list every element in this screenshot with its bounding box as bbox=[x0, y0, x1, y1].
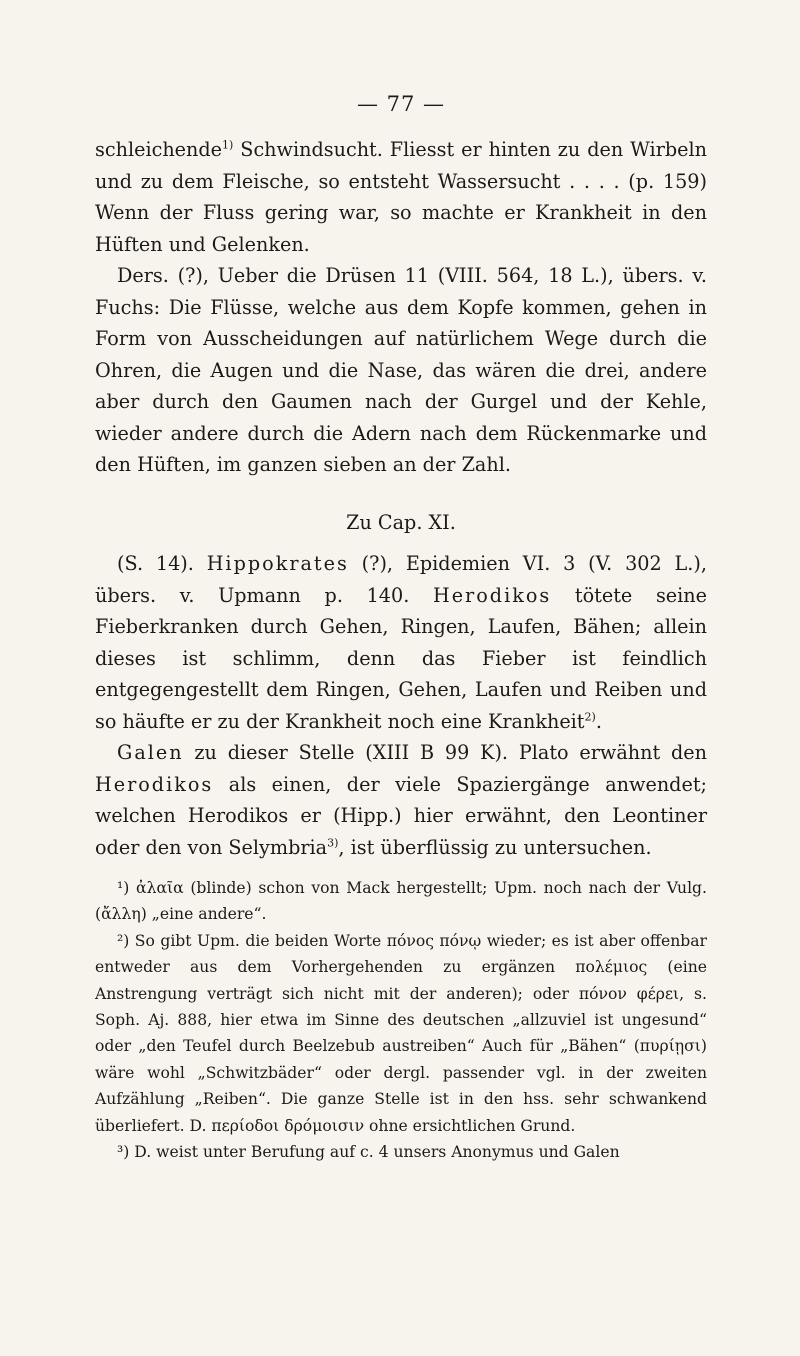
text-run: als einen, der viele Spaziergänge anwendet; welchen Herodikos er (Hipp.) hier erwähnt, den Leontiner oder den von Selymbria bbox=[95, 772, 707, 859]
person-name: Galen bbox=[117, 741, 184, 764]
text-run: (S. 14). bbox=[117, 552, 194, 575]
paragraph bbox=[95, 134, 707, 260]
paragraph bbox=[95, 548, 707, 737]
text-run: zu dieser Stelle (XIII B 99 K). Plato erwähnt den bbox=[183, 741, 707, 764]
footnote: ²) So gibt Upm. die beiden Worte πόνος πόνῳ wieder; es ist aber offenbar entweder aus dem Vorhergehenden zu ergänzen πολέμιος (eine Anstrengung verträgt sich nicht mit der anderen); oder πόνον φέρει, s. Soph. Aj. 888, hier etwa im Sinne des deutschen „allzuviel ist ungesund“ oder „den Teufel durch Beelzebub austreiben“ Auch für „Bähen“ (πυρίῃσι) wäre wohl „Schwitzbäder“ oder dergl. passender vgl. in der zweiten Aufzählung „Reiben“. Die ganze Stelle ist in den hss. sehr schwankend überliefert. D. περίοδοι δρόμοισιν ohne ersichtlichen Grund. bbox=[95, 931, 707, 1135]
text-run: , ist überflüssig zu untersuchen. bbox=[338, 835, 652, 859]
person-name: Hippokrates bbox=[206, 552, 349, 575]
text-run: Schwindsucht. Fliesst er hinten zu den Wirbeln und zu dem Fleische, so entsteht Wassersucht . . . . (p. 159) Wenn der Fluss gering war, so machte er Krankheit in den Hüften und Gelenken. bbox=[95, 138, 707, 256]
footnotes bbox=[95, 875, 707, 1165]
footnote-ref: 3) bbox=[327, 836, 339, 850]
person-name: Herodikos bbox=[432, 583, 552, 607]
footnote: ³) D. weist unter Berufung auf c. 4 unsers Anonymus und Galen bbox=[117, 1143, 620, 1162]
paragraph: Ders. (?), Ueber die Drüsen 11 (VIII. 564, 18 L.), übers. v. Fuchs: Die Flüsse, welche aus dem Kopfe kommen, gehen in Form von Ausscheidungen auf natürlichem Wege durch die Ohren, die Augen und die Nase, das wären die drei, andere aber durch den Gaumen nach der Gurgel und der Kehle, wieder andere durch die Adern nach dem Rückenmarke und den Hüften, im ganzen sieben an der Zahl. bbox=[95, 264, 707, 476]
text-run: (?), Epidemien VI. 3 (V. 302 L.), übers. v. Upmann p. 140. bbox=[95, 552, 707, 607]
page bbox=[95, 92, 707, 1165]
section-heading: Zu Cap. XI. bbox=[346, 510, 456, 534]
text-run: . bbox=[595, 709, 602, 733]
text-run: schleichende bbox=[95, 138, 223, 161]
footnote-ref: 2) bbox=[584, 710, 596, 724]
page-number: — 77 — bbox=[356, 92, 446, 116]
footnote-ref: 1) bbox=[222, 138, 234, 152]
person-name: Herodikos bbox=[95, 772, 214, 796]
footnote: ¹) ἀλαῖα (blinde) schon von Mack hergestellt; Upm. noch nach der Vulg. (ἄλλη) „eine andere“. bbox=[95, 879, 707, 924]
body-text bbox=[95, 134, 707, 863]
text-run: tötete seine Fieberkranken durch Gehen, Ringen, Laufen, Bähen; allein dieses ist schlimm, denn das Fieber ist feindlich entgegengestellt dem Ringen, Gehen, Laufen und Reiben und so häufte er zu der Krankheit noch eine Krankheit bbox=[95, 583, 707, 733]
paragraph bbox=[95, 737, 707, 863]
